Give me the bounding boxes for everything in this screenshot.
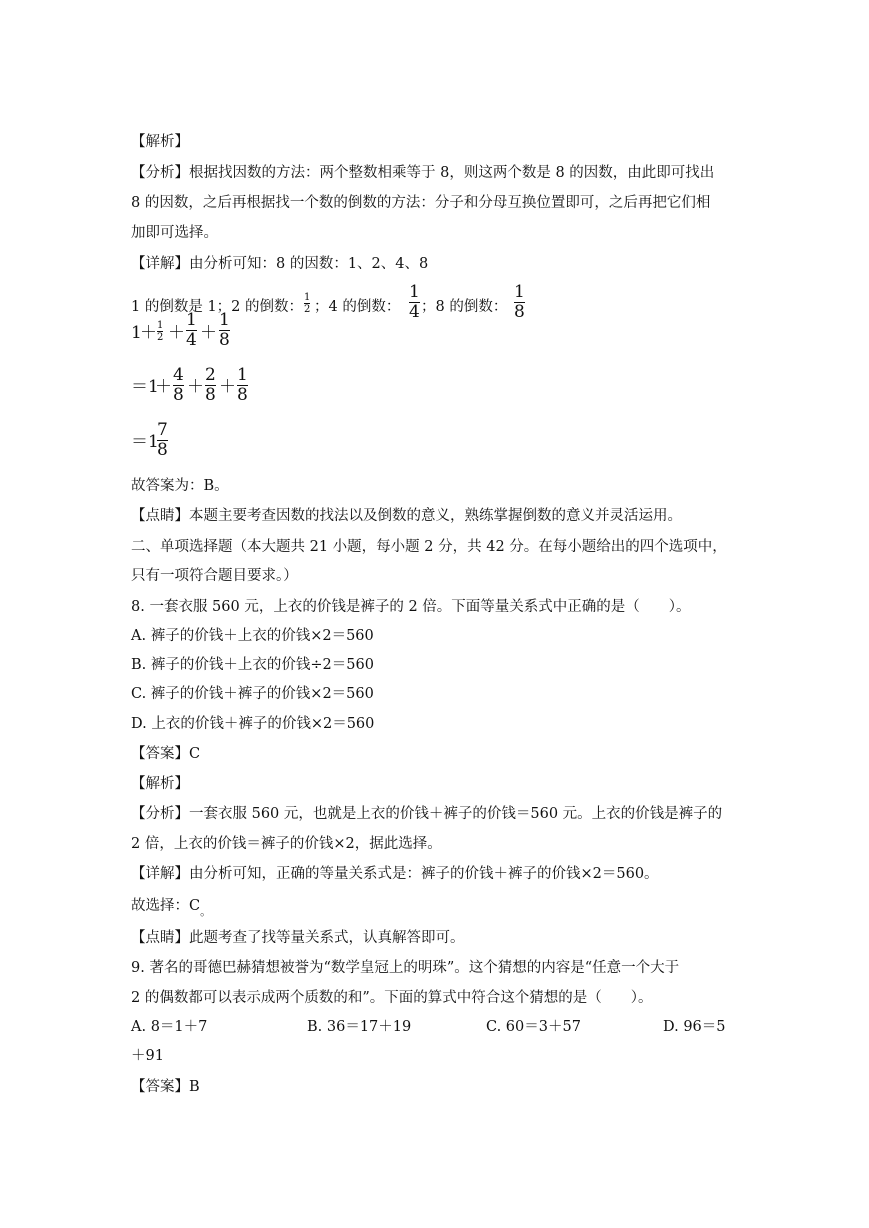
fraction-eighth <box>219 311 230 350</box>
plus-sign: ＋ <box>140 323 157 343</box>
numerator: 1 <box>186 310 197 330</box>
denominator: 4 <box>186 330 197 350</box>
section-heading-line-1: 二、单项选择题（本大题共 21 小题，每小题 2 分，共 42 分。在每小题给出的四个选项中， <box>131 539 727 555</box>
q7-xiangjie: 【详解】由分析可知：8 的因数：1、2、4、8 <box>131 256 429 272</box>
fraction-quarter <box>409 283 420 322</box>
denominator: 8 <box>514 302 525 322</box>
fraction-eighth <box>237 366 248 405</box>
q9-option-d: D. 96＝5 <box>663 1019 726 1035</box>
numerator: 4 <box>173 365 184 385</box>
denominator: 2 <box>304 304 311 315</box>
denominator: 4 <box>409 302 420 322</box>
q8-dianjing: 【点睛】此题考查了找等量关系式，认真解答即可。 <box>131 930 465 946</box>
q8-select-mark: 。 <box>200 905 212 918</box>
q8-answer: 【答案】C <box>131 746 201 762</box>
plus-sign: ＋ <box>200 323 217 343</box>
q9-stem-line-1: 9. 著名的哥德巴赫猜想被誉为“数学皇冠上的明珠”。这个猜想的内容是“任意一个大于 <box>131 960 680 976</box>
q7-answer-line: 故答案为：B。 <box>131 478 229 494</box>
denominator: 8 <box>237 385 248 405</box>
q8-option-d: D. 上衣的价钱＋裤子的价钱×2＝560 <box>131 716 375 732</box>
q8-option-c: C. 裤子的价钱＋裤子的价钱×2＝560 <box>131 686 374 702</box>
section-heading-line-2: 只有一项符合题目要求。） <box>131 568 298 584</box>
plus-sign: ＋ <box>219 377 236 397</box>
q8-stem: 8. 一套衣服 560 元，上衣的价钱是裤子的 2 倍。下面等量关系式中正确的是（ ）。 <box>131 599 691 615</box>
fraction-seven-eighths <box>157 421 168 460</box>
recip-text-2: ；4 的倒数： <box>314 299 401 315</box>
recip-text-1: 1 的倒数是 1；2 的倒数： <box>131 299 304 315</box>
fraction-eighth <box>514 283 525 322</box>
equals-one: ＝1 <box>131 377 159 397</box>
q8-select-text: 故选择：C <box>131 898 201 914</box>
numerator: 1 <box>219 310 230 330</box>
numerator: 1 <box>514 282 525 302</box>
q7-jiexi-heading: 【解析】 <box>131 134 189 150</box>
plus-sign: ＋ <box>155 377 172 397</box>
plus-sign: ＋ <box>168 323 185 343</box>
q7-fenxi-line-3: 加即可选择。 <box>131 225 218 241</box>
denominator: 8 <box>219 330 230 350</box>
q9-option-a: A. 8＝1＋7 <box>131 1019 208 1035</box>
q8-option-a: A. 裤子的价钱＋上衣的价钱×2＝560 <box>131 628 374 644</box>
fraction-half-small <box>304 292 310 315</box>
q8-jiexi-heading: 【解析】 <box>131 776 189 792</box>
denominator: 8 <box>205 385 216 405</box>
fraction-two-eighths <box>205 366 216 405</box>
q8-fenxi-line-2: 2 倍，上衣的价钱＝裤子的价钱×2，据此选择。 <box>131 836 442 852</box>
q7-fenxi-line-1: 【分析】根据找因数的方法：两个整数相乘等于 8，则这两个数是 8 的因数，由此即可找出 <box>131 165 715 181</box>
q9-option-b: B. 36＝17＋19 <box>307 1019 412 1035</box>
recip-text-3: ；8 的倒数： <box>421 299 508 315</box>
q9-answer: 【答案】B <box>131 1079 200 1095</box>
q7-fenxi-line-2: 8 的因数，之后再根据找一个数的倒数的方法：分子和分母互换位置即可，之后再把它们相 <box>131 195 711 211</box>
sum1-one: 1 <box>131 323 142 343</box>
plus-sign: ＋ <box>187 377 204 397</box>
numerator: 1 <box>157 320 164 331</box>
numerator: 1 <box>409 282 420 302</box>
denominator: 8 <box>173 385 184 405</box>
fraction-four-eighths <box>173 366 184 405</box>
numerator: 2 <box>205 365 216 385</box>
denominator: 2 <box>157 332 164 343</box>
q7-dianjing: 【点睛】本题主要考查因数的找法以及倒数的意义，熟练掌握倒数的意义并灵活运用。 <box>131 508 682 524</box>
q9-stem-line-2: 2 的偶数都可以表示成两个质数的和”。下面的算式中符合这个猜想的是（ ）。 <box>131 990 653 1006</box>
equals-one: ＝1 <box>131 432 159 452</box>
numerator: 1 <box>237 365 248 385</box>
q9-option-c: C. 60＝3＋57 <box>486 1019 581 1035</box>
q9-option-d-wrap: ＋91 <box>131 1048 164 1064</box>
numerator: 1 <box>304 292 311 303</box>
fraction-half-small <box>157 320 163 343</box>
q8-option-b: B. 裤子的价钱＋上衣的价钱÷2＝560 <box>131 657 374 673</box>
q8-xiangjie: 【详解】由分析可知，正确的等量关系式是：裤子的价钱＋裤子的价钱×2＝560。 <box>131 866 659 882</box>
denominator: 8 <box>157 440 168 460</box>
q8-fenxi-line-1: 【分析】一套衣服 560 元，也就是上衣的价钱＋裤子的价钱＝560 元。上衣的价钱是裤子的 <box>131 806 723 822</box>
fraction-quarter <box>186 311 197 350</box>
q8-select <box>131 896 211 917</box>
numerator: 7 <box>157 420 168 440</box>
